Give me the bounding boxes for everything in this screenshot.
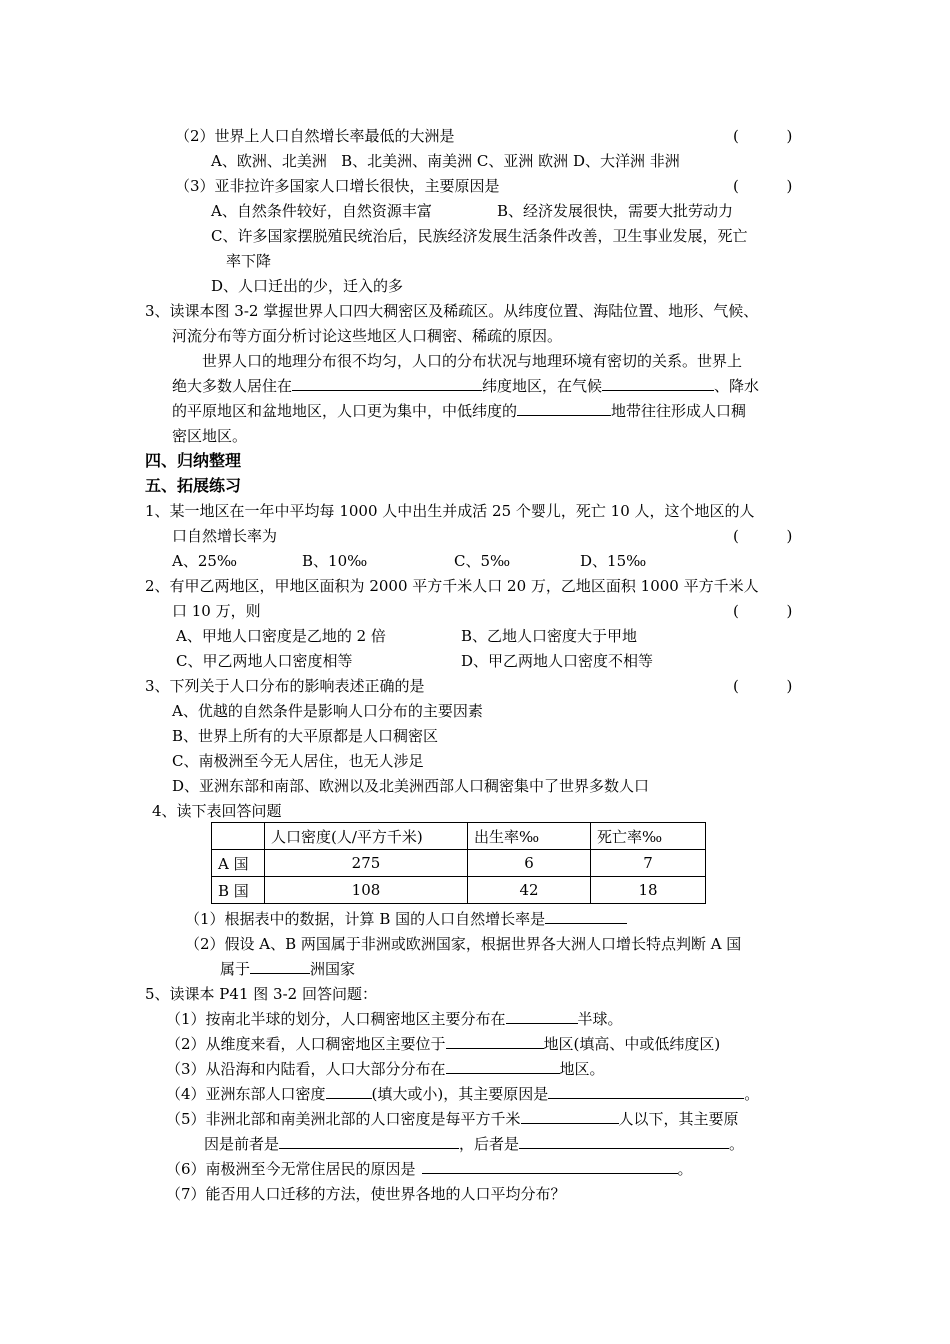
answer-bracket: ( ) xyxy=(733,177,793,195)
option-a: A、25‰ xyxy=(172,552,238,570)
table-header-cell xyxy=(212,823,265,850)
exercise-5-q1 xyxy=(166,1009,623,1029)
option-c: C、许多国家摆脱殖民统治后，民族经济发展生活条件改善，卫生事业发展，死亡 xyxy=(211,227,748,245)
option-a: A、优越的自然条件是影响人口分布的主要因素 xyxy=(172,702,483,720)
paragraph-line1: 世界人口的地理分布很不均匀，人口的分布状况与地理环境有密切的关系。世界上 xyxy=(202,352,743,370)
text: 半球。 xyxy=(577,1010,623,1028)
text: （1）按南北半球的划分，人口稠密地区主要分布在 xyxy=(166,1010,506,1028)
section-3-line2: 河流分布等方面分析讨论这些地区人口稠密、稀疏的原因。 xyxy=(172,327,563,345)
table-cell: 42 xyxy=(468,877,591,904)
text: 的平原地区和盆地地区，人口更为集中，中低纬度的 xyxy=(172,402,518,420)
text: 。 xyxy=(677,1160,693,1178)
fill-blank[interactable] xyxy=(548,1084,744,1099)
exercise-2-line2: 口 10 万，则 xyxy=(172,602,261,620)
exercise-5-q6 xyxy=(166,1159,693,1179)
answer-bracket: ( ) xyxy=(733,677,793,695)
fill-blank[interactable] xyxy=(446,1059,560,1074)
option-d: D、15‰ xyxy=(580,552,647,570)
option-d: D、人口迁出的少，迁入的多 xyxy=(211,277,404,295)
exercise-5-q4 xyxy=(166,1084,759,1104)
fill-blank[interactable] xyxy=(279,1134,459,1149)
question-2-options: A、欧洲、北美洲 B、北美洲、南美洲 C、亚洲 欧洲 D、大洋洲 非洲 xyxy=(211,152,680,170)
text: 属于 xyxy=(220,960,251,978)
option-b: B、世界上所有的大平原都是人口稠密区 xyxy=(172,727,439,745)
exercise-4-q2-cont xyxy=(220,959,355,979)
table-header-cell: 死亡率‰ xyxy=(591,823,706,850)
paragraph-line4: 密区地区。 xyxy=(172,427,248,445)
paragraph-line3 xyxy=(172,401,746,421)
option-a: A、自然条件较好，自然资源丰富 xyxy=(211,202,432,220)
option-c-cont: 率下降 xyxy=(226,252,272,270)
table-cell: 7 xyxy=(591,850,706,877)
text: 地区。 xyxy=(559,1060,605,1078)
answer-bracket: ( ) xyxy=(733,527,793,545)
text: （3）从沿海和内陆看，人口大部分分布在 xyxy=(166,1060,446,1078)
exercise-5-q2 xyxy=(166,1034,720,1054)
fill-blank[interactable] xyxy=(602,376,714,391)
table-cell: A 国 xyxy=(212,850,265,877)
exercise-4: 4、读下表回答问题 xyxy=(152,802,282,820)
exercise-1-line2: 口自然增长率为 xyxy=(172,527,278,545)
exercise-4-q2: （2）假设 A、B 两国属于非洲或欧洲国家，根据世界各大洲人口增长特点判断 A 国 xyxy=(185,935,742,953)
answer-bracket: ( ) xyxy=(733,602,793,620)
option-d: D、甲乙两地人口密度不相等 xyxy=(461,652,654,670)
text: 地区(填高、中或低纬度区) xyxy=(543,1035,721,1053)
option-b: B、乙地人口密度大于甲地 xyxy=(461,627,638,645)
text: 因是前者是 xyxy=(204,1135,280,1153)
text: 绝大多数人居住在 xyxy=(172,377,293,395)
table-cell: 18 xyxy=(591,877,706,904)
heading-summary: 四、归纳整理 xyxy=(145,451,242,470)
text: （2）从维度来看，人口稠密地区主要位于 xyxy=(166,1035,446,1053)
text: 纬度地区，在气候 xyxy=(482,377,603,395)
question-3: （3）亚非拉许多国家人口增长很快，主要原因是 xyxy=(175,177,500,195)
table-header-cell: 出生率‰ xyxy=(468,823,591,850)
heading-practice: 五、拓展练习 xyxy=(145,476,242,495)
fill-blank[interactable] xyxy=(422,1159,678,1174)
option-c: C、甲乙两地人口密度相等 xyxy=(176,652,353,670)
option-b: B、10‰ xyxy=(302,552,368,570)
fill-blank[interactable] xyxy=(292,376,482,391)
exercise-4-q1 xyxy=(185,909,627,929)
table-header-cell: 人口密度(人/平方千米) xyxy=(265,823,468,850)
text: （4）亚洲东部人口密度 xyxy=(166,1085,326,1103)
exercise-2-line1: 2、有甲乙两地区，甲地区面积为 2000 平方千米人口 20 万，乙地区面积 1000 平方千米人 xyxy=(145,577,759,595)
table-row xyxy=(212,877,706,904)
table-row xyxy=(212,850,706,877)
text: （1）根据表中的数据，计算 B 国的人口自然增长率是 xyxy=(185,910,546,928)
text: 洲国家 xyxy=(310,960,356,978)
text: （5）非洲北部和南美洲北部的人口密度是每平方千米 xyxy=(166,1110,521,1128)
text: 。 xyxy=(744,1085,760,1103)
option-c: C、5‰ xyxy=(454,552,511,570)
text: ，后者是 xyxy=(459,1135,520,1153)
option-b: B、经济发展很快，需要大批劳动力 xyxy=(497,202,734,220)
text: (填大或小)，其主要原因是 xyxy=(371,1085,549,1103)
exercise-5-q5 xyxy=(166,1109,739,1129)
fill-blank[interactable] xyxy=(326,1084,372,1099)
table-header-row xyxy=(212,823,706,850)
option-d: D、亚洲东部和南部、欧洲以及北美洲西部人口稠密集中了世界多数人口 xyxy=(172,777,650,795)
paragraph-line2 xyxy=(172,376,759,396)
exercise-5: 5、读课本 P41 图 3-2 回答问题： xyxy=(145,985,377,1003)
data-table xyxy=(211,822,706,904)
fill-blank[interactable] xyxy=(517,401,611,416)
exercise-3: 3、下列关于人口分布的影响表述正确的是 xyxy=(145,677,425,695)
fill-blank[interactable] xyxy=(446,1034,544,1049)
option-a: A、甲地人口密度是乙地的 2 倍 xyxy=(176,627,386,645)
answer-bracket: ( ) xyxy=(733,127,793,145)
text: （6）南极洲至今无常住居民的原因是 xyxy=(166,1160,416,1178)
exercise-1-line1: 1、某一地区在一年中平均每 1000 人中出生并成活 25 个婴儿，死亡 10 人，这个地区的人 xyxy=(145,502,755,520)
fill-blank[interactable] xyxy=(545,909,627,924)
exercise-5-q3 xyxy=(166,1059,605,1079)
table-cell: B 国 xyxy=(212,877,265,904)
text: 人以下，其主要原 xyxy=(618,1110,739,1128)
section-3-line1: 3、读课本图 3-2 掌握世界人口四大稠密区及稀疏区。从纬度位置、海陆位置、地形、气候、 xyxy=(145,302,759,320)
question-2: （2）世界上人口自然增长率最低的大洲是 xyxy=(175,127,455,145)
text: 地带往往形成人口稠 xyxy=(611,402,747,420)
table-cell: 6 xyxy=(468,850,591,877)
text: 。 xyxy=(729,1135,745,1153)
table-cell: 275 xyxy=(265,850,468,877)
table-cell: 108 xyxy=(265,877,468,904)
exercise-5-q7: （7）能否用人口迁移的方法，使世界各地的人口平均分布？ xyxy=(166,1185,566,1203)
option-c: C、南极洲至今无人居住，也无人涉足 xyxy=(172,752,424,770)
fill-blank[interactable] xyxy=(250,959,310,974)
exercise-5-q5-cont xyxy=(204,1134,744,1154)
text: 、降水 xyxy=(714,377,760,395)
fill-blank[interactable] xyxy=(506,1009,578,1024)
fill-blank[interactable] xyxy=(521,1109,619,1124)
fill-blank[interactable] xyxy=(519,1134,729,1149)
